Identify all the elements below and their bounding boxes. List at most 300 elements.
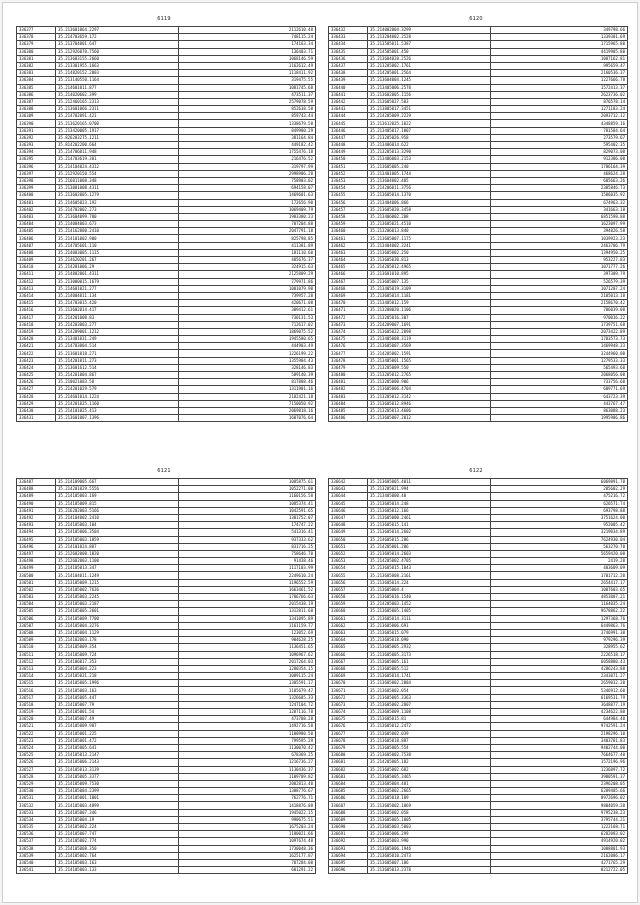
- amount-cell: 1087162.81: [491, 55, 628, 62]
- table-row: [329, 809, 628, 816]
- code-cell: 35.213605002.2807: [368, 701, 491, 708]
- amount-cell: 2047791.18: [179, 228, 316, 235]
- amount-cell: 174163.34: [179, 41, 316, 48]
- amount-cell: 1236897.72: [491, 766, 628, 773]
- code-cell: 35.214702091.421: [56, 113, 179, 120]
- code-cell: 35.216202003.5166: [56, 507, 179, 514]
- row-id-cell: 336665: [329, 644, 368, 651]
- amount-cell: 468624.28: [491, 170, 628, 177]
- amount-cell: 328955.62: [491, 644, 628, 651]
- amount-cell: 9795238.23: [491, 809, 628, 816]
- code-cell: 35.213205000.906: [368, 379, 491, 386]
- code-cell: 35.213605005.512: [368, 665, 491, 672]
- amount-cell: 1071207.24: [491, 285, 628, 292]
- row-id-cell: 336489: [17, 493, 56, 500]
- amount-cell: 4419905.80: [491, 48, 628, 55]
- code-cell: 35.214105009.7700: [56, 615, 179, 622]
- row-id-cell: 336419: [17, 328, 56, 335]
- amount-cell: 1117103.99: [179, 565, 316, 572]
- row-id-cell: 336689: [329, 816, 368, 823]
- table-row: [329, 27, 628, 34]
- amount-cell: 4853807.21: [491, 594, 628, 601]
- table-row: [17, 816, 316, 823]
- code-cell: 35.212602003.1100: [56, 558, 179, 565]
- code-cell: 35.213605007.135: [368, 278, 491, 285]
- table-row: [329, 629, 628, 636]
- row-id-cell: 336426: [17, 379, 56, 386]
- row-id-cell: 336670: [329, 680, 368, 687]
- amount-cell: 707284.08: [179, 859, 316, 866]
- row-id-cell: 336460: [329, 228, 368, 235]
- code-cell: 35.214105005.1996: [56, 680, 179, 687]
- amount-cell: 3403781.83: [491, 737, 628, 744]
- amount-cell: 904628.25: [179, 637, 316, 644]
- table-row: [329, 759, 628, 766]
- code-cell: 35.213404002.3241: [368, 242, 491, 249]
- table-row: [329, 658, 628, 665]
- amount-cell: 1308776.67: [179, 788, 316, 795]
- row-id-cell: 336492: [17, 514, 56, 521]
- amount-cell: 979296.39: [491, 637, 628, 644]
- code-cell: 35.214820152.2803: [56, 70, 179, 77]
- table-row: [17, 644, 316, 651]
- amount-cell: 1196552.59: [179, 579, 316, 586]
- amount-cell: 1586035.92: [491, 192, 628, 199]
- table-row: [329, 479, 628, 486]
- row-id-cell: 336408: [17, 249, 56, 256]
- table-row: [329, 824, 628, 831]
- table-row: [17, 608, 316, 615]
- code-cell: 35.214705601.110: [56, 242, 179, 249]
- table-row: [329, 77, 628, 84]
- table-row: [17, 134, 316, 141]
- row-id-cell: 336458: [329, 213, 368, 220]
- row-id-cell: 336473: [329, 321, 368, 328]
- table-row: [329, 507, 628, 514]
- code-cell: 35.213605007.1175: [368, 235, 491, 242]
- code-cell: 35.214105001.54: [56, 709, 179, 716]
- row-id-cell: 336659: [329, 601, 368, 608]
- amount-cell: 730131.53: [179, 314, 316, 321]
- row-id-cell: 336527: [17, 766, 56, 773]
- amount-cell: 1068146.59: [179, 55, 316, 62]
- table-row: [17, 285, 316, 292]
- sheet-title: 6119: [157, 16, 171, 22]
- code-cell: 35.214105005.447: [56, 694, 179, 701]
- row-id-cell: 336381: [17, 55, 56, 62]
- table-row: [329, 622, 628, 629]
- row-id-cell: 336538: [17, 845, 56, 852]
- data-table: [328, 26, 628, 422]
- code-cell: 35.213601007.1396: [56, 415, 179, 422]
- row-id-cell: 336424: [17, 364, 56, 371]
- row-id-cell: 336484: [329, 400, 368, 407]
- amount-cell: 758646.70: [179, 550, 316, 557]
- amount-cell: 341663.18: [491, 206, 628, 213]
- row-id-cell: 336433: [329, 34, 368, 41]
- table-row: [329, 98, 628, 105]
- code-cell: 35.213420005.1917: [56, 127, 179, 134]
- amount-cell: 1301752.07: [179, 514, 316, 521]
- table-row: [329, 257, 628, 264]
- table-row: [17, 307, 316, 314]
- row-id-cell: 336439: [329, 77, 368, 84]
- row-id-cell: 336512: [17, 658, 56, 665]
- row-id-cell: 336394: [17, 149, 56, 156]
- amount-cell: 541316.41: [179, 529, 316, 536]
- code-cell: 35.213605005.1405: [368, 608, 491, 615]
- row-id-cell: 336388: [17, 106, 56, 113]
- table-row: [329, 91, 628, 98]
- table-row: [17, 716, 316, 723]
- code-cell: 35.214105009.7530: [56, 780, 179, 787]
- amount-cell: 2998906.28: [179, 170, 316, 177]
- row-id-cell: 336409: [17, 257, 56, 264]
- row-id-cell: 336463: [329, 249, 368, 256]
- row-id-cell: 336528: [17, 773, 56, 780]
- code-cell: 35.214101002.900: [56, 235, 179, 242]
- table-row: [17, 572, 316, 579]
- amount-cell: 1069409.79: [179, 206, 316, 213]
- amount-cell: 1280354.15: [179, 665, 316, 672]
- table-row: [17, 142, 316, 149]
- table-row: [329, 558, 628, 565]
- code-cell: 35.214105013.2147: [56, 752, 179, 759]
- table-row: [329, 364, 628, 371]
- amount-cell: 1042591.65: [179, 507, 316, 514]
- code-cell: 35.213805017.3451: [368, 106, 491, 113]
- code-cell: 35.214201004.867: [56, 372, 179, 379]
- amount-cell: 952005.42: [491, 522, 628, 529]
- code-cell: 35.213205013.3290: [368, 149, 491, 156]
- table-row: [17, 514, 316, 521]
- row-id-cell: 336443: [329, 106, 368, 113]
- amount-cell: 1305591.17: [179, 680, 316, 687]
- table-row: [329, 594, 628, 601]
- row-id-cell: 336449: [329, 149, 368, 156]
- table-row: [17, 558, 316, 565]
- amount-cell: 3648877.19: [491, 701, 628, 708]
- code-cell: 35.214105005.2601: [56, 608, 179, 615]
- amount-cell: 1339301.69: [491, 34, 628, 41]
- code-cell: 35.213605007.3569: [368, 343, 491, 350]
- table-row: [329, 34, 628, 41]
- row-id-cell: 336390: [17, 120, 56, 127]
- table-row: [329, 199, 628, 206]
- table-row: [329, 536, 628, 543]
- amount-cell: 1572413.37: [491, 84, 628, 91]
- row-id-cell: 336441: [329, 91, 368, 98]
- row-id-cell: 336672: [329, 694, 368, 701]
- row-id-cell: 336429: [17, 400, 56, 407]
- row-id-cell: 336459: [329, 221, 368, 228]
- code-cell: 35.213605021.4510: [368, 221, 491, 228]
- code-cell: 35.213605003.990: [368, 838, 491, 845]
- row-id-cell: 336392: [17, 134, 56, 141]
- code-cell: 35.213604004.1245: [368, 77, 491, 84]
- sheet: [16, 12, 312, 422]
- row-id-cell: 336481: [329, 379, 368, 386]
- table-row: [17, 91, 316, 98]
- code-cell: 35.212460165.2313: [56, 98, 179, 105]
- row-id-cell: 336404: [17, 221, 56, 228]
- row-id-cell: 336486: [329, 415, 368, 422]
- row-id-cell: 336446: [329, 127, 368, 134]
- code-cell: 35.212602008.1820: [56, 550, 179, 557]
- row-id-cell: 336520: [17, 716, 56, 723]
- row-id-cell: 336475: [329, 336, 368, 343]
- table-row: [17, 372, 316, 379]
- row-id-cell: 336657: [329, 586, 368, 593]
- amount-cell: 7624930.04: [491, 536, 628, 543]
- amount-cell: 1271183.24: [491, 106, 628, 113]
- amount-cell: 1100980.50: [179, 730, 316, 737]
- table-row: [17, 629, 316, 636]
- table-row: [17, 565, 316, 572]
- table-row: [329, 522, 628, 529]
- sheet-title: 6122: [469, 468, 483, 474]
- amount-cell: 6289405.66: [491, 788, 628, 795]
- row-id-cell: 336401: [17, 199, 56, 206]
- table-row: [329, 213, 628, 220]
- amount-cell: 748115.24: [179, 34, 316, 41]
- data-table: [328, 478, 628, 874]
- table-row: [17, 579, 316, 586]
- row-id-cell: 336461: [329, 235, 368, 242]
- row-id-cell: 336399: [17, 185, 56, 192]
- amount-cell: 1492716.58: [179, 723, 316, 730]
- amount-cell: 475216.72: [491, 493, 628, 500]
- table-row: [17, 637, 316, 644]
- code-cell: 35.213605015.1043: [368, 565, 491, 572]
- code-cell: 35.214703004.514: [56, 343, 179, 350]
- amount-cell: 319797.99: [179, 163, 316, 170]
- code-cell: 35.214105002.224: [56, 824, 179, 831]
- amount-cell: 2162086.17: [491, 852, 628, 859]
- amount-cell: 8972696.02: [491, 795, 628, 802]
- code-cell: 35.214020602.399: [56, 91, 179, 98]
- amount-cell: 1469601.63: [179, 192, 316, 199]
- row-id-cell: 336499: [17, 565, 56, 572]
- table-row: [17, 407, 316, 414]
- code-cell: 35.212926070.7560: [56, 48, 179, 55]
- amount-cell: 2069818.16: [179, 407, 316, 414]
- table-row: [17, 264, 316, 271]
- row-id-cell: 336506: [17, 615, 56, 622]
- row-id-cell: 336437: [329, 62, 368, 69]
- row-id-cell: 336395: [17, 156, 56, 163]
- code-cell: 35.214105009.815: [56, 500, 179, 507]
- amount-cell: 6851598.88: [491, 213, 628, 220]
- row-id-cell: 336498: [17, 558, 56, 565]
- amount-cell: 859743.44: [179, 113, 316, 120]
- row-id-cell: 336655: [329, 572, 368, 579]
- code-cell: 35.214605023.192: [56, 199, 179, 206]
- row-id-cell: 336531: [17, 795, 56, 802]
- row-id-cell: 336497: [17, 550, 56, 557]
- code-cell: 35.213605012.2472: [368, 723, 491, 730]
- row-id-cell: 336483: [329, 393, 368, 400]
- table-row: [329, 773, 628, 780]
- table-row: [17, 249, 316, 256]
- table-row: [17, 192, 316, 199]
- table-row: [17, 701, 316, 708]
- row-id-cell: 336491: [17, 507, 56, 514]
- code-cell: 35.213406003.2153: [368, 156, 491, 163]
- amount-cell: 2249610.24: [179, 572, 316, 579]
- table-row: [17, 788, 316, 795]
- table-row: [329, 766, 628, 773]
- code-cell: 35.213406014.622: [368, 142, 491, 149]
- code-cell: 35.214104002.2410: [56, 514, 179, 521]
- table-row: [329, 163, 628, 170]
- table-row: [329, 780, 628, 787]
- row-id-cell: 336416: [17, 307, 56, 314]
- code-cell: 35.214601014.1224: [56, 393, 179, 400]
- table-row: [329, 579, 628, 586]
- table-row: [329, 838, 628, 845]
- amount-cell: 2105013.18: [491, 292, 628, 299]
- amount-cell: 2125809.29: [179, 271, 316, 278]
- row-id-cell: 336508: [17, 629, 56, 636]
- table-row: [329, 407, 628, 414]
- table-row: [329, 41, 628, 48]
- row-id-cell: 336642: [329, 479, 368, 486]
- row-id-cell: 336517: [17, 694, 56, 701]
- table-row: [17, 206, 316, 213]
- amount-cell: 1227666.78: [491, 77, 628, 84]
- table-row: [329, 867, 628, 874]
- amount-cell: 172656.90: [179, 199, 316, 206]
- amount-cell: 1164035.24: [491, 601, 628, 608]
- table-row: [17, 343, 316, 350]
- table-row: [17, 730, 316, 737]
- table-row: [17, 127, 316, 134]
- amount-cell: 589140.39: [179, 372, 316, 379]
- code-cell: 35.214605015.286: [368, 536, 491, 543]
- row-id-cell: 336693: [329, 845, 368, 852]
- row-id-cell: 336436: [329, 55, 368, 62]
- code-cell: 35.214105007.79: [56, 701, 179, 708]
- code-cell: 35.213605002.054: [368, 687, 491, 694]
- amount-cell: 324915.63: [179, 264, 316, 271]
- row-id-cell: 336425: [17, 372, 56, 379]
- table-row: [329, 350, 628, 357]
- table-row: [17, 766, 316, 773]
- amount-cell: 852638.58: [179, 106, 316, 113]
- table-row: [329, 170, 628, 177]
- table-row: [17, 336, 316, 343]
- amount-cell: 1081745.68: [179, 84, 316, 91]
- table-row: [329, 802, 628, 809]
- amount-cell: 2226518.17: [491, 651, 628, 658]
- row-id-cell: 336662: [329, 622, 368, 629]
- row-id-cell: 336440: [329, 84, 368, 91]
- table-row: [329, 106, 628, 113]
- table-row: [17, 350, 316, 357]
- amount-cell: 1715965.80: [491, 41, 628, 48]
- amount-cell: 397309.79: [491, 271, 628, 278]
- table-row: [329, 572, 628, 579]
- row-id-cell: 336526: [17, 759, 56, 766]
- row-id-cell: 336477: [329, 350, 368, 357]
- row-id-cell: 336683: [329, 773, 368, 780]
- code-cell: 35.214105005.3377: [56, 773, 179, 780]
- row-id-cell: 336493: [17, 522, 56, 529]
- code-cell: 35.826203275.1211: [56, 134, 179, 141]
- row-id-cell: 336522: [17, 730, 56, 737]
- code-cell: 35.214105006.3504: [56, 529, 179, 536]
- code-cell: 35.214004003.673: [56, 221, 179, 228]
- row-id-cell: 336465: [329, 264, 368, 271]
- amount-cell: 758903.02: [179, 177, 316, 184]
- code-cell: 35.213605010.2473: [368, 852, 491, 859]
- amount-cell: 643723.39: [491, 393, 628, 400]
- table-row: [329, 177, 628, 184]
- table-row: [17, 242, 316, 249]
- table-row: [329, 300, 628, 307]
- table-row: [17, 34, 316, 41]
- row-id-cell: 336402: [17, 206, 56, 213]
- code-cell: 35.213601018.271: [56, 350, 179, 357]
- amount-cell: 2068056.00: [491, 372, 628, 379]
- row-id-cell: 336385: [17, 84, 56, 91]
- amount-cell: 420671.08: [179, 300, 316, 307]
- row-id-cell: 336479: [329, 364, 368, 371]
- table-row: [17, 486, 316, 493]
- amount-cell: 4234622.80: [491, 709, 628, 716]
- code-cell: 35.213605007.186: [368, 859, 491, 866]
- amount-cell: 4286243.88: [491, 665, 628, 672]
- row-id-cell: 336412: [17, 278, 56, 285]
- sheet: [328, 12, 624, 422]
- table-row: [17, 357, 316, 364]
- row-id-cell: 336669: [329, 673, 368, 680]
- amount-cell: 7150050.92: [179, 400, 316, 407]
- code-cell: 35.213605018.109: [368, 795, 491, 802]
- table-row: [17, 106, 316, 113]
- row-id-cell: 336521: [17, 723, 56, 730]
- row-id-cell: 336667: [329, 658, 368, 665]
- amount-cell: 1008801.93: [491, 845, 628, 852]
- table-row: [329, 415, 628, 422]
- row-id-cell: 336677: [329, 730, 368, 737]
- table-row: [329, 386, 628, 393]
- code-cell: 35.214105013.347: [56, 565, 179, 572]
- code-cell: 35.214201011.273: [56, 357, 179, 364]
- table-row: [17, 199, 316, 206]
- amount-cell: 1607076.64: [179, 415, 316, 422]
- row-id-cell: 336393: [17, 142, 56, 149]
- row-id-cell: 336673: [329, 701, 368, 708]
- code-cell: 35.214105009.724: [56, 651, 179, 658]
- amount-cell: 674963.32: [491, 199, 628, 206]
- amount-cell: 9402744.00: [491, 744, 628, 751]
- row-id-cell: 336450: [329, 156, 368, 163]
- code-cell: 35.213404006.866: [368, 199, 491, 206]
- row-id-cell: 336467: [329, 278, 368, 285]
- amount-cell: 216476.52: [179, 156, 316, 163]
- table-row: [329, 529, 628, 536]
- row-id-cell: 336384: [17, 77, 56, 84]
- code-cell: 35.213605002.682: [368, 766, 491, 773]
- amount-cell: 6069891.78: [491, 479, 628, 486]
- code-cell: 35.213205016.307: [368, 314, 491, 321]
- table-row: [17, 84, 316, 91]
- code-cell: 35.213105009.1215: [56, 579, 179, 586]
- table-row: [329, 723, 628, 730]
- table-row: [17, 780, 316, 787]
